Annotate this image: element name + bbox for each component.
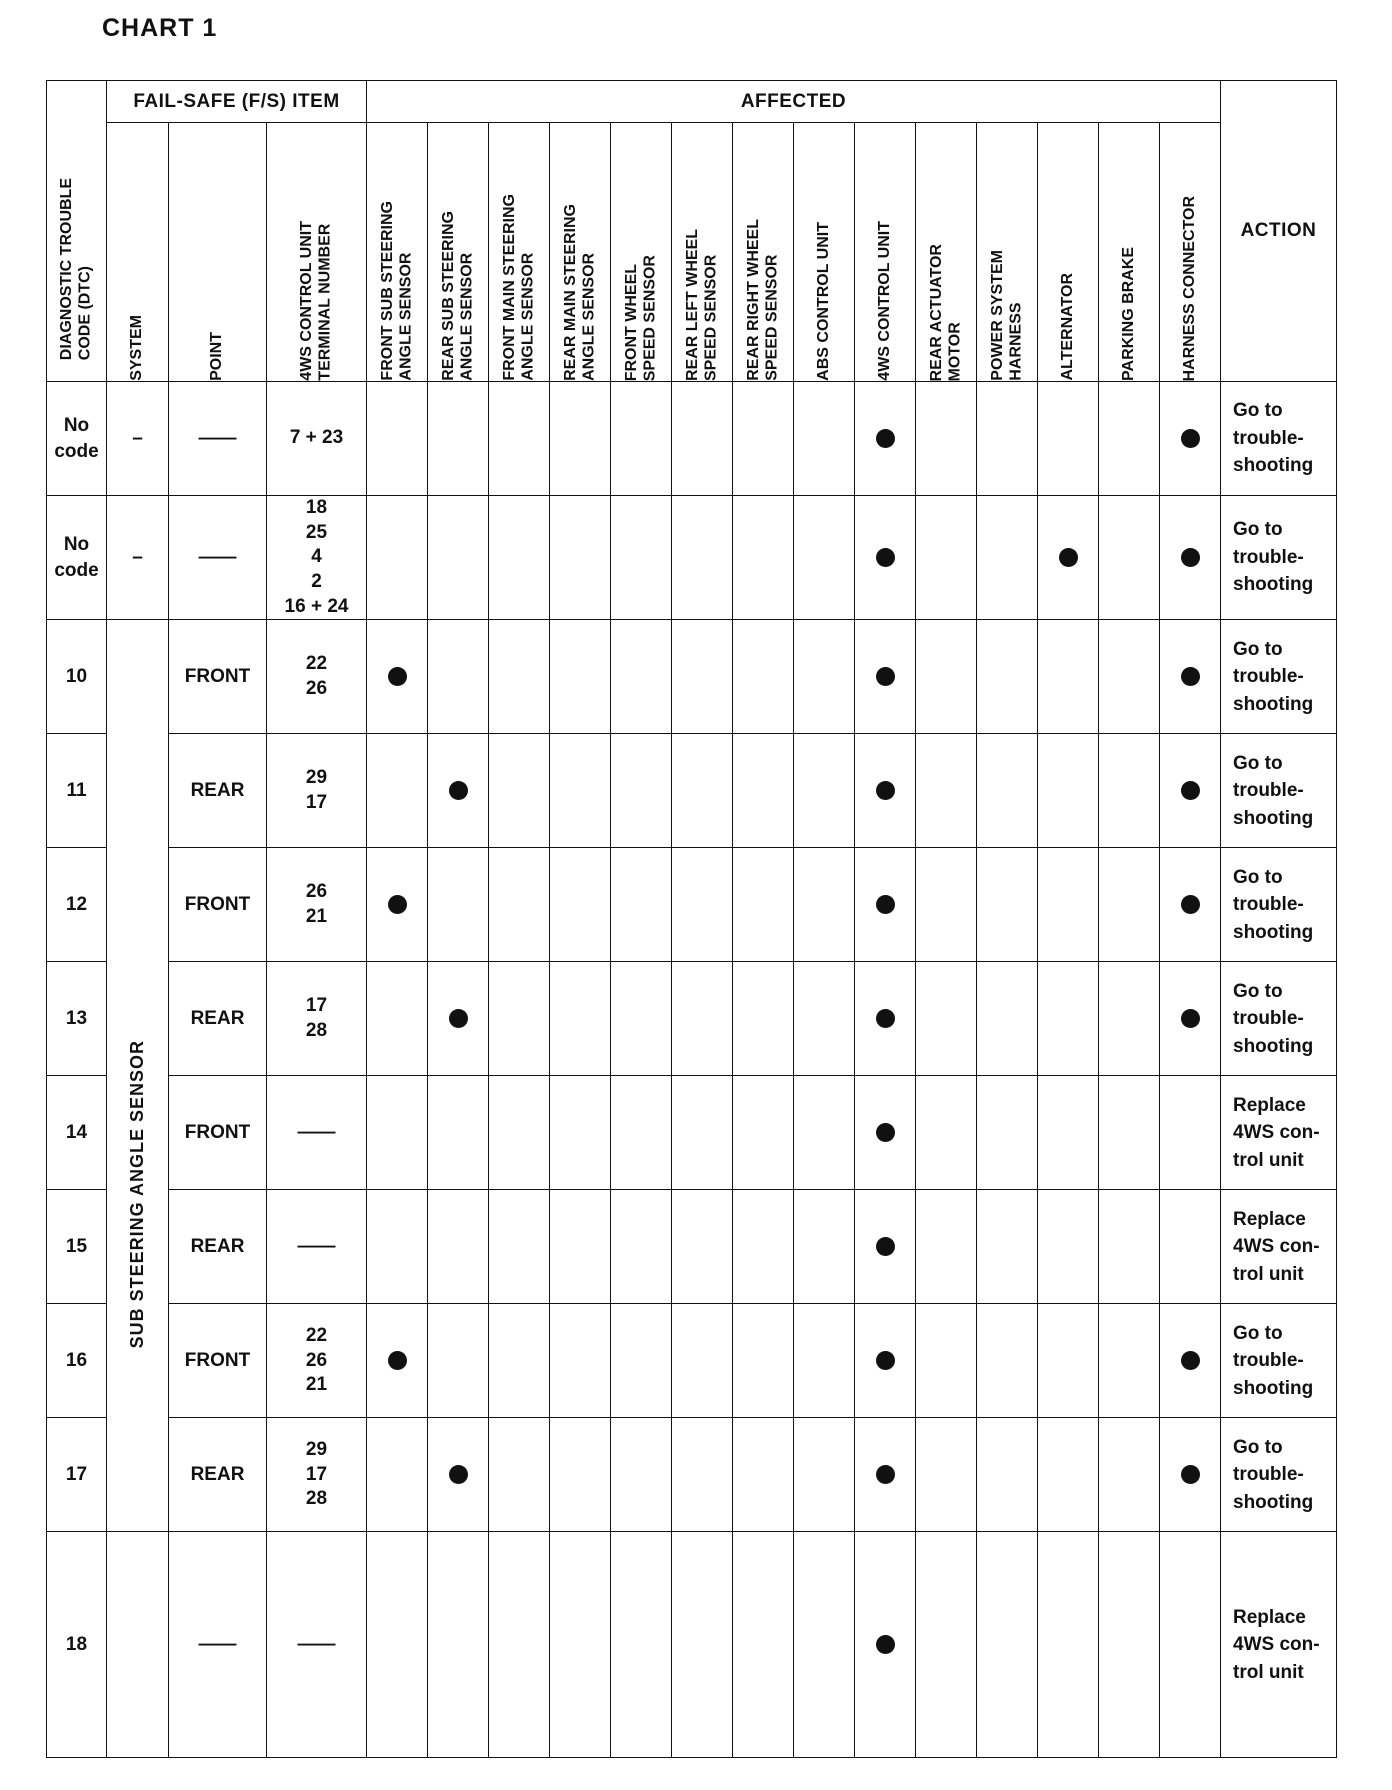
affected-dot-icon	[388, 1351, 407, 1370]
affected-cell	[1038, 1532, 1099, 1758]
affected-cell	[550, 1304, 611, 1418]
affected-cell	[1038, 1076, 1099, 1190]
affected-cell	[977, 1304, 1038, 1418]
dtc-code: 11	[47, 734, 107, 848]
affected-dot-icon	[876, 1237, 895, 1256]
affected-cell	[1038, 962, 1099, 1076]
action-cell: Go to trouble- shooting	[1221, 620, 1337, 734]
table-row	[47, 848, 1337, 962]
affected-cell	[1099, 1076, 1160, 1190]
affected-column-header: POWER SYSTEM HARNESS	[977, 123, 1038, 382]
affected-cell	[1038, 1418, 1099, 1532]
table-row	[47, 1076, 1337, 1190]
affected-dot-icon	[876, 1123, 895, 1142]
affected-cell	[794, 734, 855, 848]
affected-column-header: FRONT SUB STEERING ANGLE SENSOR	[367, 123, 428, 382]
affected-cell	[1038, 1304, 1099, 1418]
affected-cell	[794, 620, 855, 734]
affected-cell	[855, 734, 916, 848]
table-row	[47, 1304, 1337, 1418]
affected-cell	[1099, 382, 1160, 496]
affected-cell	[977, 382, 1038, 496]
terminal-cell: ——	[267, 1532, 367, 1758]
affected-cell	[855, 1076, 916, 1190]
affected-cell	[550, 1190, 611, 1304]
affected-cell	[916, 1532, 977, 1758]
affected-cell	[611, 620, 672, 734]
affected-cell	[1099, 848, 1160, 962]
chart-title: CHART 1	[102, 14, 218, 42]
affected-cell	[1160, 496, 1221, 620]
affected-cell	[611, 734, 672, 848]
affected-dot-icon	[1181, 781, 1200, 800]
affected-cell	[367, 382, 428, 496]
affected-dot-icon	[1181, 548, 1200, 567]
affected-dot-icon	[876, 895, 895, 914]
affected-dot-icon	[876, 1465, 895, 1484]
affected-cell	[1160, 1190, 1221, 1304]
affected-cell	[428, 496, 489, 620]
affected-cell	[733, 734, 794, 848]
affected-cell	[428, 1190, 489, 1304]
affected-cell	[977, 1532, 1038, 1758]
affected-cell	[489, 1190, 550, 1304]
point-cell: REAR	[169, 734, 267, 848]
affected-cell	[1038, 734, 1099, 848]
affected-cell	[855, 382, 916, 496]
table-row	[47, 382, 1337, 496]
point-cell: ——	[169, 1532, 267, 1758]
action-cell: Go to trouble- shooting	[1221, 1304, 1337, 1418]
terminal-cell: ——	[267, 1076, 367, 1190]
system-group-label: SUB STEERING ANGLE SENSOR	[126, 1040, 147, 1349]
affected-dot-icon	[876, 548, 895, 567]
action-cell: Go to trouble- shooting	[1221, 848, 1337, 962]
affected-cell	[1099, 1532, 1160, 1758]
affected-cell	[611, 1418, 672, 1532]
affected-cell	[733, 496, 794, 620]
affected-column-header: REAR RIGHT WHEEL SPEED SENSOR	[733, 123, 794, 382]
affected-cell	[367, 496, 428, 620]
affected-cell	[550, 1418, 611, 1532]
point-cell: FRONT	[169, 848, 267, 962]
affected-cell	[794, 382, 855, 496]
dtc-code: 14	[47, 1076, 107, 1190]
affected-cell	[855, 1304, 916, 1418]
affected-dot-icon	[876, 429, 895, 448]
affected-cell	[672, 382, 733, 496]
affected-cell	[672, 1076, 733, 1190]
system-group-cell	[107, 620, 169, 1532]
affected-column-header: REAR ACTUATOR MOTOR	[916, 123, 977, 382]
affected-cell	[1160, 848, 1221, 962]
affected-cell	[672, 620, 733, 734]
affected-cell	[672, 848, 733, 962]
affected-cell	[1160, 962, 1221, 1076]
affected-cell	[611, 1304, 672, 1418]
dtc-code: No code	[47, 382, 107, 496]
affected-cell	[428, 620, 489, 734]
affected-cell	[611, 848, 672, 962]
terminal-cell: 29 17 28	[267, 1418, 367, 1532]
affected-dot-icon	[1181, 895, 1200, 914]
affected-cell	[916, 382, 977, 496]
affected-cell	[855, 848, 916, 962]
affected-cell	[855, 1532, 916, 1758]
terminal-cell: 26 21	[267, 848, 367, 962]
affected-cell	[1038, 382, 1099, 496]
affected-cell	[550, 1532, 611, 1758]
affected-cell	[611, 1532, 672, 1758]
affected-cell	[672, 1304, 733, 1418]
affected-column-header: PARKING BRAKE	[1099, 123, 1160, 382]
affected-cell	[1099, 962, 1160, 1076]
point-cell: REAR	[169, 962, 267, 1076]
system-cell: –	[107, 496, 169, 620]
affected-cell	[977, 848, 1038, 962]
affected-dot-icon	[1059, 548, 1078, 567]
table-row	[47, 1190, 1337, 1304]
affected-column-header: REAR MAIN STEERING ANGLE SENSOR	[550, 123, 611, 382]
dtc-code: 17	[47, 1418, 107, 1532]
affected-cell	[428, 1418, 489, 1532]
affected-cell	[367, 1304, 428, 1418]
affected-cell	[611, 382, 672, 496]
dtc-code: No code	[47, 496, 107, 620]
affected-cell	[672, 962, 733, 1076]
affected-cell	[977, 620, 1038, 734]
affected-cell	[733, 1076, 794, 1190]
affected-cell	[733, 1190, 794, 1304]
affected-header: AFFECTED	[367, 81, 1221, 123]
affected-cell	[367, 1418, 428, 1532]
affected-cell	[672, 734, 733, 848]
affected-column-header: FRONT WHEEL SPEED SENSOR	[611, 123, 672, 382]
affected-cell	[916, 620, 977, 734]
affected-cell	[489, 496, 550, 620]
action-cell: Go to trouble- shooting	[1221, 496, 1337, 620]
affected-cell	[916, 1076, 977, 1190]
affected-cell	[977, 1076, 1038, 1190]
affected-cell	[977, 1418, 1038, 1532]
affected-cell	[489, 734, 550, 848]
system-header: SYSTEM	[107, 123, 169, 382]
affected-cell	[672, 1532, 733, 1758]
affected-cell	[916, 848, 977, 962]
affected-cell	[367, 1532, 428, 1758]
affected-dot-icon	[1181, 429, 1200, 448]
affected-cell	[1099, 734, 1160, 848]
action-cell: Replace 4WS con- trol unit	[1221, 1190, 1337, 1304]
point-cell: ——	[169, 382, 267, 496]
dtc-code: 10	[47, 620, 107, 734]
system-cell	[107, 1532, 169, 1758]
affected-cell	[855, 1190, 916, 1304]
table-row	[47, 1418, 1337, 1532]
dtc-code: 12	[47, 848, 107, 962]
affected-cell	[977, 962, 1038, 1076]
affected-cell	[1099, 1190, 1160, 1304]
affected-column-header: ABS CONTROL UNIT	[794, 123, 855, 382]
affected-cell	[916, 962, 977, 1076]
affected-cell	[733, 1532, 794, 1758]
affected-cell	[794, 1532, 855, 1758]
affected-column-header: REAR SUB STEERING ANGLE SENSOR	[428, 123, 489, 382]
affected-cell	[733, 962, 794, 1076]
affected-cell	[489, 962, 550, 1076]
affected-cell	[1160, 1076, 1221, 1190]
affected-cell	[855, 1418, 916, 1532]
point-cell: ——	[169, 496, 267, 620]
affected-dot-icon	[388, 895, 407, 914]
affected-cell	[428, 1076, 489, 1190]
affected-cell	[916, 1418, 977, 1532]
affected-dot-icon	[449, 1009, 468, 1028]
affected-column-header: ALTERNATOR	[1038, 123, 1099, 382]
affected-column-header: REAR LEFT WHEEL SPEED SENSOR	[672, 123, 733, 382]
affected-dot-icon	[1181, 667, 1200, 686]
point-cell: REAR	[169, 1190, 267, 1304]
affected-cell	[428, 848, 489, 962]
affected-cell	[1099, 1304, 1160, 1418]
affected-dot-icon	[1181, 1465, 1200, 1484]
affected-cell	[794, 496, 855, 620]
affected-cell	[1099, 496, 1160, 620]
action-cell: Replace 4WS con- trol unit	[1221, 1076, 1337, 1190]
affected-cell	[1099, 1418, 1160, 1532]
affected-cell	[550, 1076, 611, 1190]
affected-cell	[367, 962, 428, 1076]
affected-dot-icon	[876, 781, 895, 800]
affected-cell	[916, 734, 977, 848]
affected-cell	[489, 1076, 550, 1190]
affected-dot-icon	[1181, 1009, 1200, 1028]
affected-cell	[489, 1304, 550, 1418]
affected-cell	[1160, 1532, 1221, 1758]
affected-cell	[1160, 734, 1221, 848]
affected-cell	[977, 1190, 1038, 1304]
affected-cell	[428, 734, 489, 848]
affected-cell	[855, 620, 916, 734]
affected-cell	[611, 1190, 672, 1304]
affected-cell	[611, 962, 672, 1076]
affected-cell	[733, 848, 794, 962]
table-row	[47, 1532, 1337, 1758]
affected-cell	[367, 848, 428, 962]
affected-dot-icon	[876, 667, 895, 686]
affected-cell	[550, 382, 611, 496]
affected-cell	[428, 962, 489, 1076]
dtc-code: 16	[47, 1304, 107, 1418]
system-cell: –	[107, 382, 169, 496]
affected-cell	[855, 496, 916, 620]
affected-cell	[550, 848, 611, 962]
terminal-cell: 7 + 23	[267, 382, 367, 496]
action-header: ACTION	[1221, 81, 1337, 382]
affected-cell	[428, 382, 489, 496]
affected-cell	[1038, 496, 1099, 620]
affected-cell	[977, 734, 1038, 848]
affected-cell	[855, 962, 916, 1076]
affected-dot-icon	[1181, 1351, 1200, 1370]
affected-cell	[1038, 620, 1099, 734]
fail-safe-header: FAIL-SAFE (F/S) ITEM	[107, 81, 367, 123]
affected-cell	[1160, 1304, 1221, 1418]
affected-cell	[550, 620, 611, 734]
affected-cell	[733, 382, 794, 496]
terminal-cell: 22 26	[267, 620, 367, 734]
affected-cell	[794, 848, 855, 962]
point-cell: FRONT	[169, 1076, 267, 1190]
affected-dot-icon	[876, 1351, 895, 1370]
affected-dot-icon	[449, 1465, 468, 1484]
table-row	[47, 496, 1337, 620]
affected-cell	[794, 1076, 855, 1190]
affected-cell	[428, 1532, 489, 1758]
affected-dot-icon	[388, 667, 407, 686]
affected-cell	[550, 734, 611, 848]
point-header: POINT	[169, 123, 267, 382]
table-row	[47, 962, 1337, 1076]
table-body	[47, 382, 1337, 1758]
affected-cell	[916, 1190, 977, 1304]
affected-cell	[916, 496, 977, 620]
affected-cell	[489, 382, 550, 496]
affected-cell	[367, 620, 428, 734]
affected-cell	[611, 1076, 672, 1190]
affected-dot-icon	[876, 1635, 895, 1654]
action-cell: Go to trouble- shooting	[1221, 962, 1337, 1076]
affected-cell	[367, 734, 428, 848]
affected-cell	[672, 1418, 733, 1532]
dtc-code: 18	[47, 1532, 107, 1758]
affected-cell	[672, 1190, 733, 1304]
affected-cell	[1038, 1190, 1099, 1304]
affected-cell	[489, 1418, 550, 1532]
affected-cell	[733, 1304, 794, 1418]
terminal-cell: ——	[267, 1190, 367, 1304]
action-cell: Replace 4WS con- trol unit	[1221, 1532, 1337, 1758]
affected-dot-icon	[449, 781, 468, 800]
affected-cell	[1038, 848, 1099, 962]
affected-cell	[550, 962, 611, 1076]
affected-cell	[367, 1076, 428, 1190]
affected-cell	[1160, 1418, 1221, 1532]
table-row	[47, 734, 1337, 848]
affected-cell	[550, 496, 611, 620]
point-cell: FRONT	[169, 1304, 267, 1418]
affected-cell	[611, 496, 672, 620]
affected-column-header: 4WS CONTROL UNIT	[855, 123, 916, 382]
affected-cell	[489, 848, 550, 962]
affected-cell	[489, 1532, 550, 1758]
dtc-chart-table	[46, 80, 1337, 1758]
terminal-cell: 17 28	[267, 962, 367, 1076]
affected-cell	[794, 962, 855, 1076]
affected-cell	[794, 1418, 855, 1532]
table-row	[47, 620, 1337, 734]
affected-dot-icon	[876, 1009, 895, 1028]
affected-cell	[977, 496, 1038, 620]
affected-cell	[794, 1190, 855, 1304]
affected-cell	[1099, 620, 1160, 734]
affected-cell	[489, 620, 550, 734]
affected-column-header: HARNESS CONNECTOR	[1160, 123, 1221, 382]
terminal-cell: 22 26 21	[267, 1304, 367, 1418]
affected-cell	[428, 1304, 489, 1418]
affected-cell	[916, 1304, 977, 1418]
dtc-code: 15	[47, 1190, 107, 1304]
point-cell: REAR	[169, 1418, 267, 1532]
point-cell: FRONT	[169, 620, 267, 734]
terminal-cell: 29 17	[267, 734, 367, 848]
affected-cell	[733, 1418, 794, 1532]
affected-cell	[1160, 382, 1221, 496]
affected-cell	[1160, 620, 1221, 734]
dtc-code: 13	[47, 962, 107, 1076]
action-cell: Go to trouble- shooting	[1221, 382, 1337, 496]
affected-cell	[794, 1304, 855, 1418]
affected-cell	[367, 1190, 428, 1304]
terminal-cell: 18 25 4 2 16 + 24	[267, 496, 367, 620]
action-cell: Go to trouble- shooting	[1221, 1418, 1337, 1532]
affected-cell	[672, 496, 733, 620]
dtc-header: DIAGNOSTIC TROUBLE CODE (DTC)	[47, 81, 107, 382]
terminal-header: 4WS CONTROL UNIT TERMINAL NUMBER	[267, 123, 367, 382]
action-cell: Go to trouble- shooting	[1221, 734, 1337, 848]
affected-column-header: FRONT MAIN STEERING ANGLE SENSOR	[489, 123, 550, 382]
affected-cell	[733, 620, 794, 734]
